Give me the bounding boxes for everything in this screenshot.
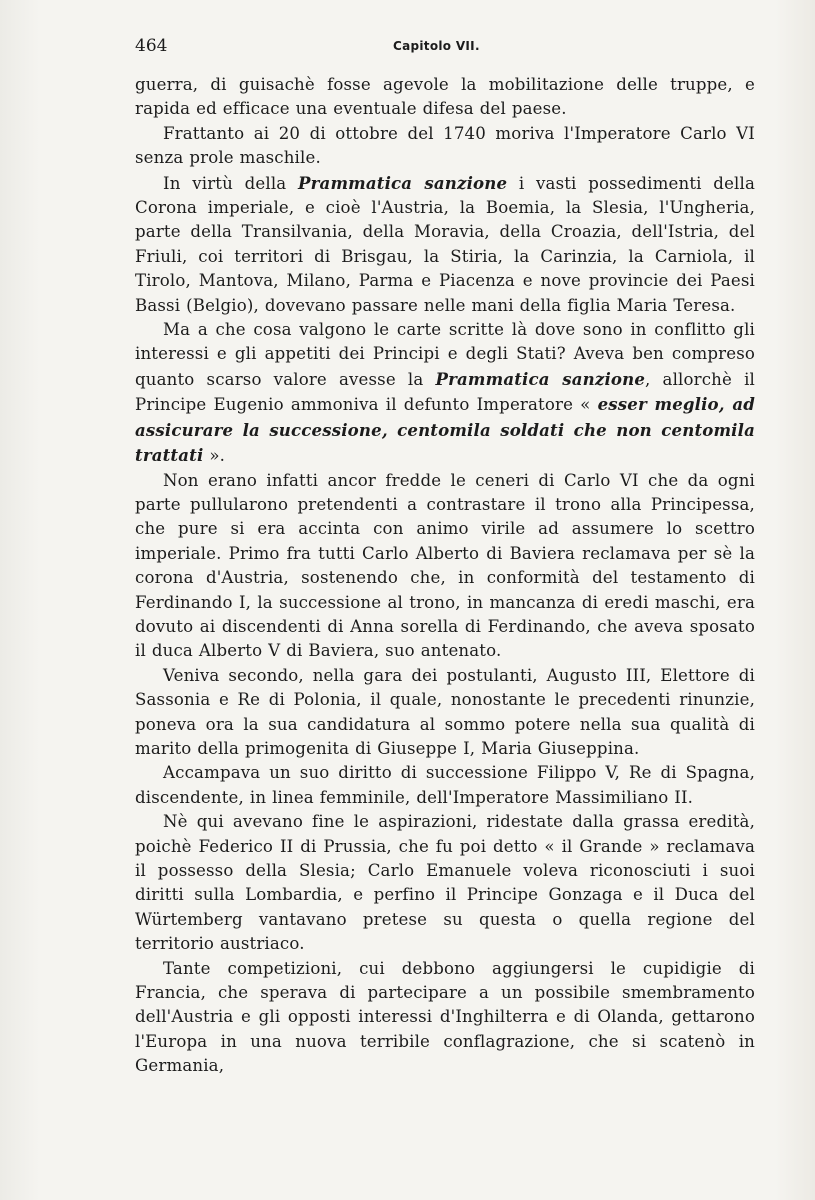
text-run: i vasti possedimenti della Corona imperiale, e cioè l'Austria, la Boemia, la Slesia, l'Ungheria, parte della Transilvania, della Moravia, della Croazia, dell'Istria, del Friuli, coi territori di Brisgau, la Stiria, la Carinzia, la Carniola, il Tirolo, Mantova, Milano, Parma e Piacenza e nove provincie dei Paesi Bassi (Belgio), dovevano passare nelle mani della figlia Maria Teresa. bbox=[135, 173, 755, 315]
text-run: In virtù della bbox=[163, 173, 299, 193]
page-number: 464 bbox=[135, 36, 168, 56]
paragraph bbox=[135, 664, 755, 762]
paragraph bbox=[135, 761, 755, 810]
text-run: Accampava un suo diritto di successione Filippo V, Re di Spagna, discendente, in linea femminile, dell'Imperatore Massimiliano II. bbox=[135, 763, 755, 807]
text-run: Tante competizioni, cui debbono aggiungersi le cupidigie di Francia, che sperava di partecipare a un possibile smembramento dell'Austria e gli opposti interessi d'Inghilterra e di Olanda, gettarono l'Europa in una nuova terribile conflagrazione, che si scatenò in Germania, bbox=[135, 958, 755, 1076]
paragraph bbox=[135, 318, 755, 468]
paragraph bbox=[135, 957, 755, 1079]
paragraph bbox=[135, 73, 755, 122]
text-run: Non erano infatti ancor fredde le ceneri di Carlo VI che da ogni parte pullularono pretendenti a contrastare il trono alla Principessa, che pure si era accinta con animo virile ad assumere lo scettro imperiale. Primo fra tutti Carlo Alberto di Baviera reclamava per sè la corona d'Austria, sostenendo che, in conformità del testamento di Ferdinando I, la successione al trono, in mancanza di eredi maschi, era dovuto ai discendenti di Anna sorella di Ferdinando, che aveva sposato il duca Alberto V di Baviera, suo antenato. bbox=[135, 470, 755, 661]
body-text bbox=[135, 73, 755, 1079]
emphasized-text: Prammatica sanzione bbox=[435, 368, 646, 389]
text-run: Ma a che cosa valgono le carte scritte là dove sono in conflitto gli interessi e gli appetiti dei Principi e degli Stati? Aveva ben compreso quanto scarso valore avesse la bbox=[135, 320, 755, 389]
paragraph bbox=[135, 469, 755, 664]
text-run: Veniva secondo, nella gara dei postulanti, Augusto III, Elettore di Sassonia e Re di Polonia, il quale, nonostante le precedenti rinunzie, poneva ora la sua candidatura al sommo potere nella sua qualità di marito della primogenita di Giuseppe I, Maria Giuseppina. bbox=[135, 665, 755, 758]
page-header bbox=[135, 36, 755, 58]
emphasized-text: Prammatica sanzione bbox=[298, 172, 508, 193]
running-head: Capitolo VII. bbox=[393, 39, 480, 53]
text-run: Nè qui avevano fine le aspirazioni, ridestate dalla grassa eredità, poichè Federico II di Prussia, che fu poi detto « il Grande » reclamava il possesso della Slesia; Carlo Emanuele voleva riconosciuti i suoi diritti sulla Lombardia, e perfino il Principe Gonzaga e il Duca del Würtemberg vantavano pretese su questa o quella regione del territorio austriaco. bbox=[135, 812, 755, 954]
text-run: guerra, di guisachè fosse agevole la mobilitazione delle truppe, e rapida ed efficace una eventuale difesa del paese. bbox=[135, 75, 755, 119]
paragraph bbox=[135, 122, 755, 171]
emphasized-text: esser meglio, ad assicurare la successione, centomila soldati che non centomila trattati bbox=[135, 394, 755, 466]
text-run: , allorchè il Principe Eugenio ammoniva il defunto Imperatore « bbox=[135, 369, 755, 415]
paragraph bbox=[135, 810, 755, 956]
text-run: Frattanto ai 20 di ottobre del 1740 moriva l'Imperatore Carlo VI senza prole maschile. bbox=[135, 123, 755, 168]
paragraph bbox=[135, 171, 755, 318]
text-run: ». bbox=[203, 446, 226, 466]
